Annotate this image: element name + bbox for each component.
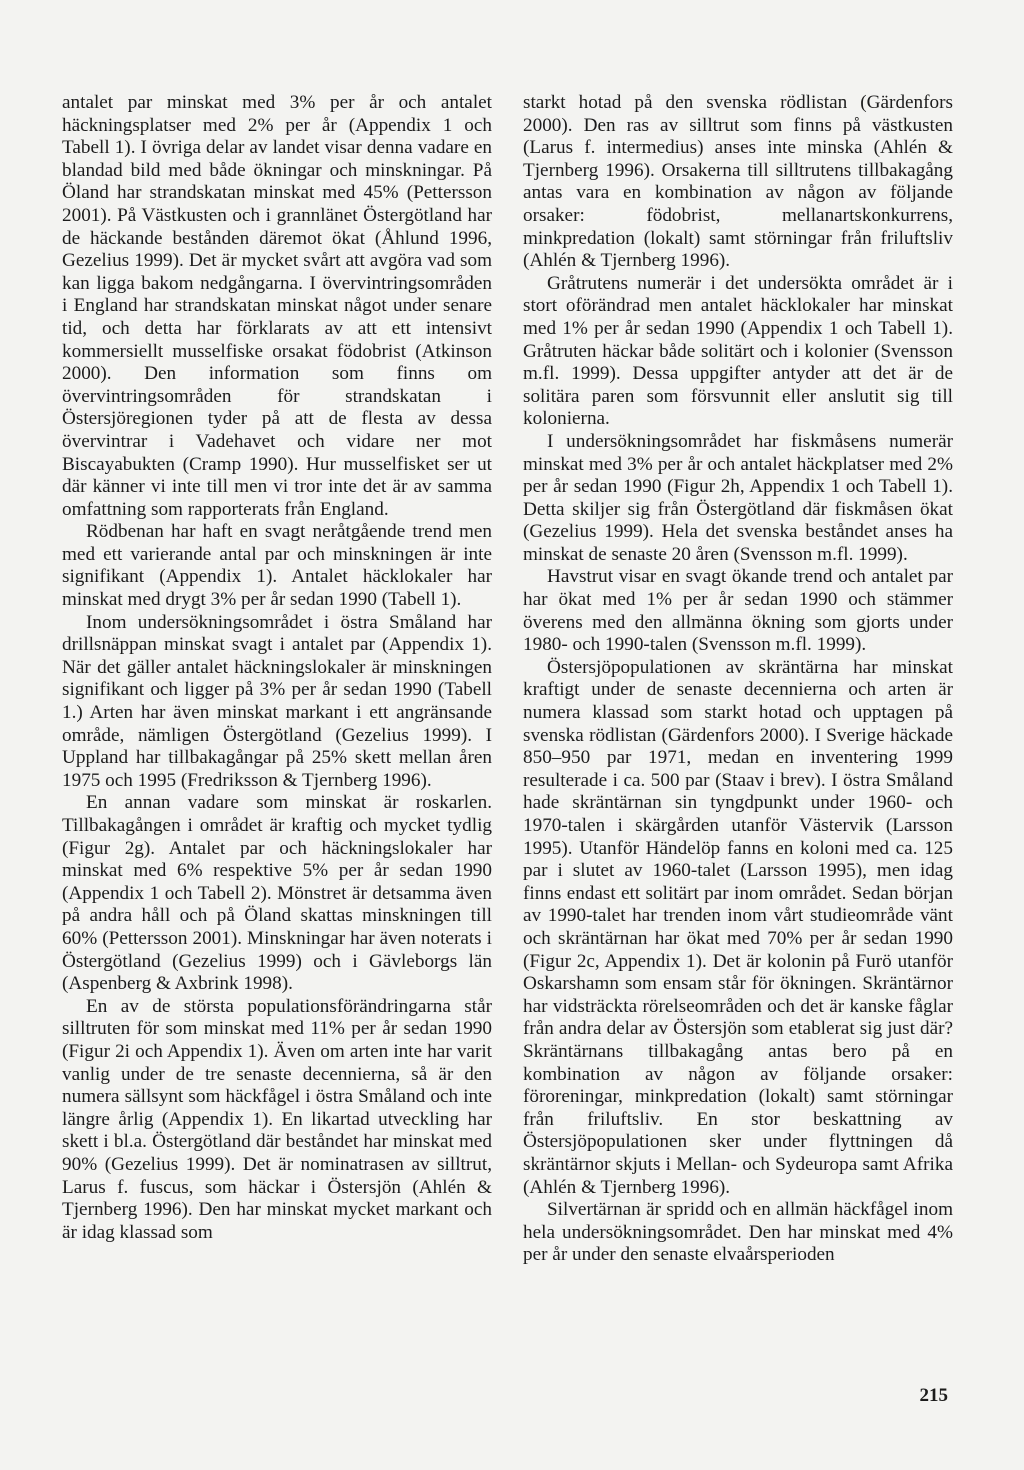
right-column (523, 92, 953, 1267)
paragraph: starkt hotad på den svenska rödlistan (Gärdenfors 2000). Den ras av silltrut som finns på västkusten (Larus f. intermedius) anses inte minska (Ahlén & Tjernberg 1996). Orsakerna till silltrutens tillbakagång antas vara en kombination av någon av följande orsaker: födobrist, mellanartskonkurrens, minkpredation (lokalt) samt störningar från friluftsliv (Ahlén & Tjernberg 1996). (523, 92, 953, 272)
paragraph: Inom undersökningsområdet i östra Småland har drillsnäppan minskat svagt i antalet par (Appendix 1). När det gäller antalet häckningslokaler är minskningen signifikant och ligger på 3% per år sedan 1990 (Tabell 1.) Arten har även minskat markant i ett angränsande område, nämligen Östergötland (Gezelius 1999). I Uppland har tillbakagångar på 25% skett mellan åren 1975 och 1995 (Fredriksson & Tjernberg 1996). (62, 611, 492, 791)
paragraph: Gråtrutens numerär i det undersökta området är i stort oförändrad men antalet häcklokaler har minskat med 1% per år sedan 1990 (Appendix 1 och Tabell 1). Gråtruten häckar både solitärt och i kolonier (Svensson m.fl. 1999). Dessa uppgifter antyder att det är de solitära paren som försvunnit eller anslutit sig till kolonierna. (523, 272, 953, 430)
left-column (62, 92, 492, 1244)
paragraph: Östersjöpopulationen av skräntärna har minskat kraftigt under de senaste decennierna och arten är numera klassad som starkt hotad och upptagen på svenska rödlistan (Gärdenfors 2000). I Sverige häckade 850–950 par 1971, medan en inventering 1999 resulterade i ca. 500 par (Staav i brev). I östra Småland hade skräntärnan sin tyngdpunkt under 1960- och 1970-talen i skärgården utanför Västervik (Larsson 1995). Utanför Händelöp fanns en koloni med ca. 125 par i slutet av 1960-talet (Larsson 1995), men idag finns endast ett solitärt par inom området. Sedan början av 1990-talet har trenden inom vårt studieområde vänt och skräntärnan har ökat med 70% per år sedan 1990 (Figur 2c, Appendix 1). Det är kolonin på Furö utanför Oskarshamn som ensam står för ökningen. Skräntärnor har vidsträckta rörelseområden och det är kanske fåglar från andra delar av Östersjön som etablerat sig just där? Skräntärnans tillbakagång antas bero på en kombination av någon av följande orsaker: föroreningar, minkpredation (lokalt) samt störningar från friluftsliv. En stor beskattning av Östersjöpopulationen sker under flyttningen då skräntärnor skjuts i Mellan- och Sydeuropa samt Afrika (Ahlén & Tjernberg 1996). (523, 656, 953, 1198)
paragraph: Silvertärnan är spridd och en allmän häckfågel inom hela undersökningsområdet. Den har minskat med 4% per år under den senaste elvaårsperioden (523, 1199, 953, 1266)
paragraph: En annan vadare som minskat är roskarlen. Tillbakagången i området är kraftig och mycket tydlig (Figur 2g). Antalet par och häckningslokaler har minskat med 6% respektive 5% per år sedan 1990 (Appendix 1 och Tabell 2). Mönstret är detsamma även på andra håll och på Öland skattas minskningen till 60% (Pettersson 2001). Minskningar har även noterats i Östergötland (Gezelius 1999) och i Gävleborgs län (Aspenberg & Axbrink 1998). (62, 792, 492, 995)
paragraph: Rödbenan har haft en svagt neråtgående trend men med ett varierande antal par och minskningen är inte signifikant (Appendix 1). Antalet häcklokaler har minskat med drygt 3% per år sedan 1990 (Tabell 1). (62, 521, 492, 611)
page-number: 215 (919, 1385, 948, 1406)
paragraph: En av de största populationsförändringarna står silltruten för som minskat med 11% per år sedan 1990 (Figur 2i och Appendix 1). Även om arten inte har varit vanlig under de tre senaste decennierna, så är den numera sällsynt som häckfågel i östra Småland och inte längre årlig (Appendix 1). En likartad utveckling har skett i bl.a. Östergötland där beståndet har minskat med 90% (Gezelius 1999). Det är nominatrasen av silltrut, Larus f. fuscus, som häckar i Östersjön (Ahlén & Tjernberg 1996). Den har minskat mycket markant och är idag klassad som (62, 995, 492, 1243)
paragraph: Havstrut visar en svagt ökande trend och antalet par har ökat med 1% per år sedan 1990 och stämmer överens med den allmänna ökning som gjorts under 1980- och 1990-talen (Svensson m.fl. 1999). (523, 566, 953, 656)
paragraph: antalet par minskat med 3% per år och antalet häckningsplatser med 2% per år (Appendix 1 och Tabell 1). I övriga delar av landet visar denna vadare en blandad bild med både ökningar och minskningar. På Öland har strandskatan minskat med 45% (Pettersson 2001). På Västkusten och i grannlänet Östergötland har de häckande bestånden däremot ökat (Åhlund 1996, Gezelius 1999). Det är mycket svårt att avgöra vad som kan ligga bakom nedgångarna. I övervintringsområden i England har strandskatan minskat något under senare tid, och detta har förklarats av att ett intensivt kommersiellt musselfiske orsakat födobrist (Atkinson 2000). Den information som finns om övervintringsområden för strandskatan i Östersjöregionen tyder på att de flesta av dessa övervintrar i Vadehavet och vidare ner mot Biscayabukten (Cramp 1990). Hur musselfisket ser ut där känner vi inte till men vi tror inte det är av samma omfattning som rapporterats från England. (62, 92, 492, 520)
paragraph: I undersökningsområdet har fiskmåsens numerär minskat med 3% per år och antalet häckplatser med 2% per år sedan 1990 (Figur 2h, Appendix 1 och Tabell 1). Detta skiljer sig från Östergötland där fiskmåsen ökat (Gezelius 1999). Hela det svenska beståndet anses ha minskat de senaste 20 åren (Svensson m.fl. 1999). (523, 430, 953, 565)
